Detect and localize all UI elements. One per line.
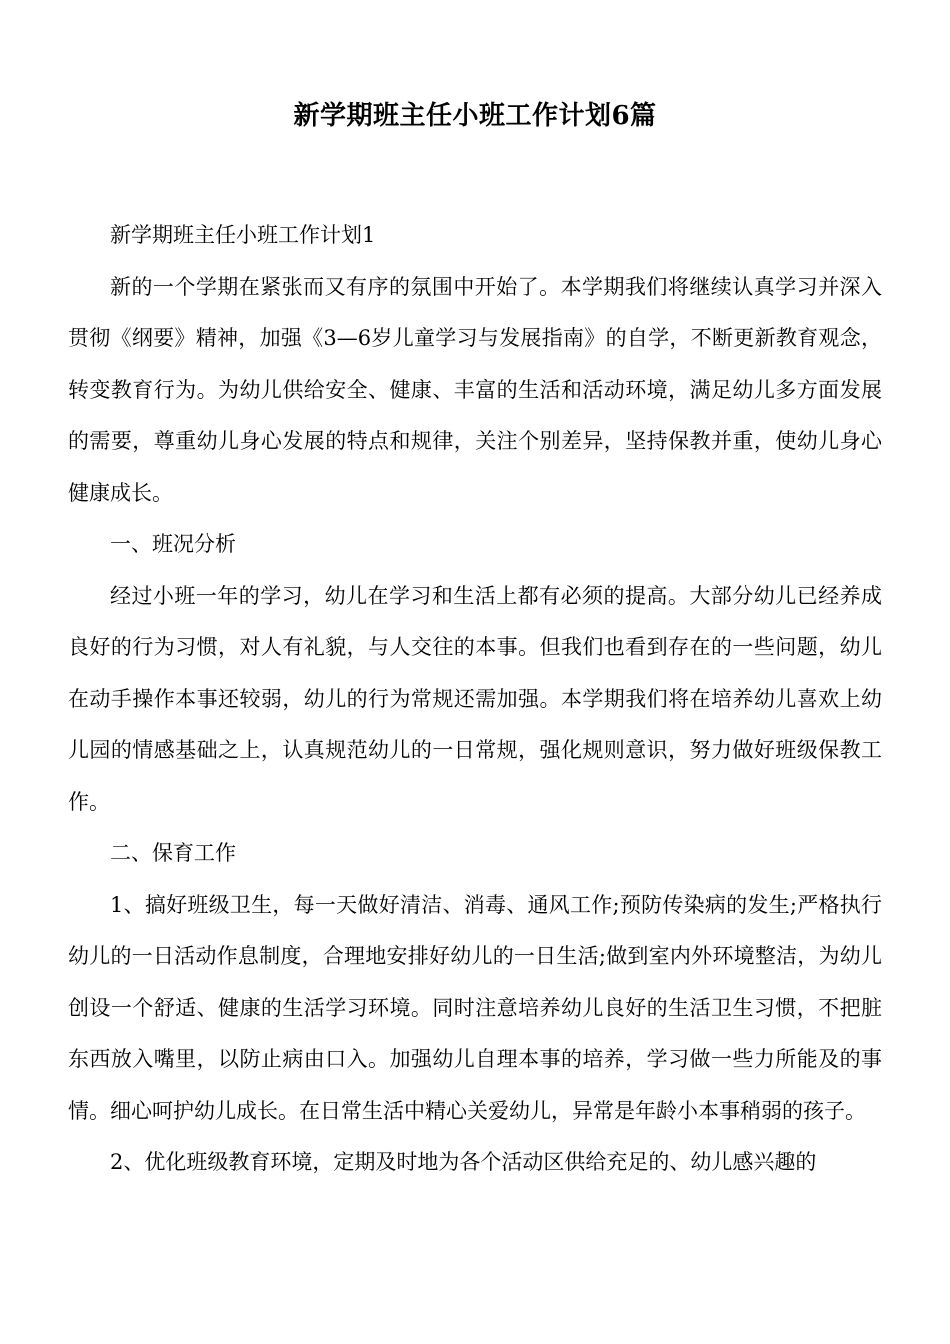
- section-heading-care-work: 二、保育工作: [110, 841, 236, 865]
- section-heading-class-analysis: 一、班况分析: [110, 532, 236, 556]
- care-work-item-2: 2、优化班级教育环境，定期及时地为各个活动区供给充足的、幼儿感兴趣的: [110, 1150, 817, 1174]
- class-analysis-paragraph: 经过小班一年的学习，幼儿在学习和生活上都有必须的提高。大部分幼儿已经养成良好的行为习惯，对人有礼貌，与人交往的本事。但我们也看到存在的一些问题，幼儿在动手操作本事还较弱，幼儿的行为常规还需加强。本学期我们将在培养幼儿喜欢上幼儿园的情感基础之上，认真规范幼儿的一日常规，强化规则意识，努力做好班级保教工作。: [68, 583, 882, 814]
- document-body: [68, 210, 882, 1189]
- intro-paragraph: 新的一个学期在紧张而又有序的氛围中开始了。本学期我们将继续认真学习并深入贯彻《纲要》精神，加强《3—6岁儿童学习与发展指南》的自学，不断更新教育观念，转变教育行为。为幼儿供给安全、健康、丰富的生活和活动环境，满足幼儿多方面发展的需要，尊重幼儿身心发展的特点和规律，关注个别差异，坚持保教并重，使幼儿身心健康成长。: [68, 274, 882, 505]
- document-title: 新学期班主任小班工作计划6篇: [293, 101, 657, 131]
- section-heading-plan-1: 新学期班主任小班工作计划1: [110, 223, 376, 247]
- care-work-item-1: 1、搞好班级卫生，每一天做好清洁、消毒、通风工作;预防传染病的发生;严格执行幼儿的一日活动作息制度，合理地安排好幼儿的一日生活;做到室内外环境整洁，为幼儿创设一个舒适、健康的生活学习环境。同时注意培养幼儿良好的生活卫生习惯，不把脏东西放入嘴里，以防止病由口入。加强幼儿自理本事的培养，学习做一些力所能及的事情。细心呵护幼儿成长。在日常生活中精心关爱幼儿，异常是年龄小本事稍弱的孩子。: [68, 892, 882, 1123]
